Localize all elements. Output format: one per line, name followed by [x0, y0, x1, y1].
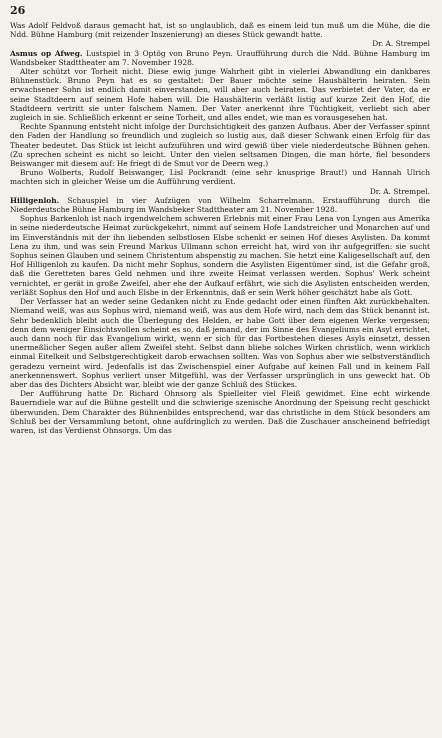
intro-text: Was Adolf Feldvoß daraus gemacht hat, ist so unglaublich, daß es einem leid tun muß um die Mühe, die die Ndd. Bühne Hamburg (mit reizender Inszenierung) an dieses Stück gewandt hatte. [10, 21, 430, 40]
page-number: 26 [10, 4, 26, 17]
review1-cast: Bruno Wolberts, Rudolf Beiswanger, Lisl Pockrandt (eine sehr knusprige Braut!) und Hannah Ulrich machten sich in gleicher Weise um die Aufführung verdient. [10, 168, 430, 187]
review2-subtitle: Schauspiel in vier Aufzügen von Wilhelm Scharrelmann. Erstaufführung durch die Niederdeutsche Bühne Hamburg im Wandsbeker Stadttheater am 21. November 1928. [10, 195, 430, 215]
intro-signature: Dr. A. Strempel [372, 39, 430, 49]
review1-paragraph-3 [10, 168, 430, 196]
review1-title: Asmus op Afweg. [10, 48, 83, 58]
review2-heading [10, 196, 430, 214]
review1-heading [10, 49, 430, 67]
review1-signature: Dr. A. Strempel. [369, 186, 430, 196]
review1-paragraph-2: Rechte Spannung entsteht nicht infolge der Durchsichtigkeit des ganzen Aufbaus. Aber der Verfasser spinnt den Faden der Handlung so freundlich und zugleich so lustig aus, daß dieser Schwank einen Erfolg für das Theater bedeutet. Das Stück ist leicht aufzuführen und wird gewiß über viele niederdeutsche Bühnen gehen. (Zu sprechen scheint es nicht so leicht. Unter den vielen seltsamen Dingen, die man hörte, fiel besonders Beiswanger mit diesem auf: He friegt di de Smut vor de Deern weg.) [10, 122, 430, 169]
review2-title: Hilligenloh. [10, 195, 60, 205]
review2-paragraph-2: Der Verfasser hat an weder seine Gedanken nicht zu Ende gedacht oder einen fünften Akt zurückbehalten. Niemand weiß, was aus Sophus wird, niemand weiß, was aus dem Hofe wird, nach dem das Stück benannt ist. Sehr bedenklich bleibt auch die Überlegung des Helden, er habe Gott über dem eigenen Werke vergessen; denn dem weniger Einsichtsvollen scheint es so, daß jemand, der im Sinne des Evangeliums ein Asyl errichtet, auch dann noch für das Evangelium wirkt, wenn er sich für das Fortbestehen dieses Asyls einsetzt, dessen unermeßlicher Segen außer allem Zweifel steht. Selbst dann bliebe solches Wirken christlich, wenn wirklich einmal Eitelkeit und Selbstgerechtigkeit darob erwachsen sollten. Was von Sophus aber wie selbstverständlich geradezu verneint wird. Jedenfalls ist das Zwischenspiel einer Aufgabe auf keinen Fall und in keinem Fall anerkennenswert. Sophus verliert unser Mitgefühl, was der Verfasser ursprünglich in uns geweckt hat. Ob aber das des Dichters Absicht war, bleibt wie der ganze Schluß des Stückes. [10, 297, 430, 389]
article-column [10, 21, 430, 435]
review2-paragraph-1: Sophus Barkenloh ist nach irgendwelchem schweren Erlebnis mit einer Frau Lena von Lyngen aus Amerika in seine niederdeutsche Heimat zurückgekehrt, nimmt auf seinem Hofe Landstreicher und Monarchen auf und im Einverständnis mit der ihn liebenden selbstlosen Elsbe schenkt er seinen Hof dieses Asylisten. Da kommt Lena zu ihm, und was sein Freund Markus Ullmann schon erreicht hat, wird von ihr aufgegriffen: sie sucht Sophus seinen Glauben und seinem Christentum abspenstig zu machen. Sie hetzt eine Kaligesellschaft auf, den Hof Hilligenloh zu kaufen. Da nicht mehr Sophus, sondern die Asylisten Eigentümer sind, ist die Gefahr groß, daß die Geretteten bares Geld nehmen und ihre zweite Heimat verlassen werden. Sophus' Werk scheint vernichtet, er gerät in große Zweifel, aber ehe der Aufkauf erfährt, wie sich die Asylisten entscheiden werden, verläßt Sophus den Hof und auch Elsbe in der Erkenntnis, daß er sein Werk höher geschätzt habe als Gott. [10, 214, 430, 297]
review2-paragraph-3: Der Aufführung hatte Dr. Richard Ohnsorg als Spielleiter viel Fleiß gewidmet. Eine echt wirkende Bauerndiele war auf die Bühne gestellt und die schwierige szenische Anordnung der Speisung recht geschickt überwunden. Dem Charakter des Bühnenbildes entsprechend, war das christliche in dem Stück besonders am Schluß bei der Versammlung betont, ohne aufdringlich zu werden. Daß die Zuschauer anscheinend befriedigt waren, ist das Verdienst Ohnsorgs. Um das [10, 389, 430, 435]
review1-subtitle: Lustspiel in 3 Optög von Bruno Peyn. Uraufführung durch die Ndd. Bühne Hamburg im Wandsbeker Stadttheater am 7. November 1928. [10, 48, 430, 67]
review1-paragraph-1: Alter schützt vor Torheit nicht. Diese ewig junge Wahrheit gibt in vielerlei Abwandlung ein dankbares Bühnenstück. Bruno Peyn hat es so gestaltet: Der Bauer möchte seine Haushälterin heiraten. Sein erwachsener Sohn ist endlich damit einverstanden, will aber auch heiraten. Das verbietet der Vater, da er seine Stadtdeern auf seinem Hofe haben will. Die Haushälterin verläßt listig auf kurze Zeit den Hof, die Stadtdeern vertritt sie unter falschem Namen. Der Vater anerkennt ihre Tüchtigkeit, verliebt sich aber zugleich in sie. Schließlich erkennt er seine Torheit, und alles endet, wie man es vorausgesehen hat. [10, 67, 430, 123]
intro-paragraph [10, 21, 430, 49]
